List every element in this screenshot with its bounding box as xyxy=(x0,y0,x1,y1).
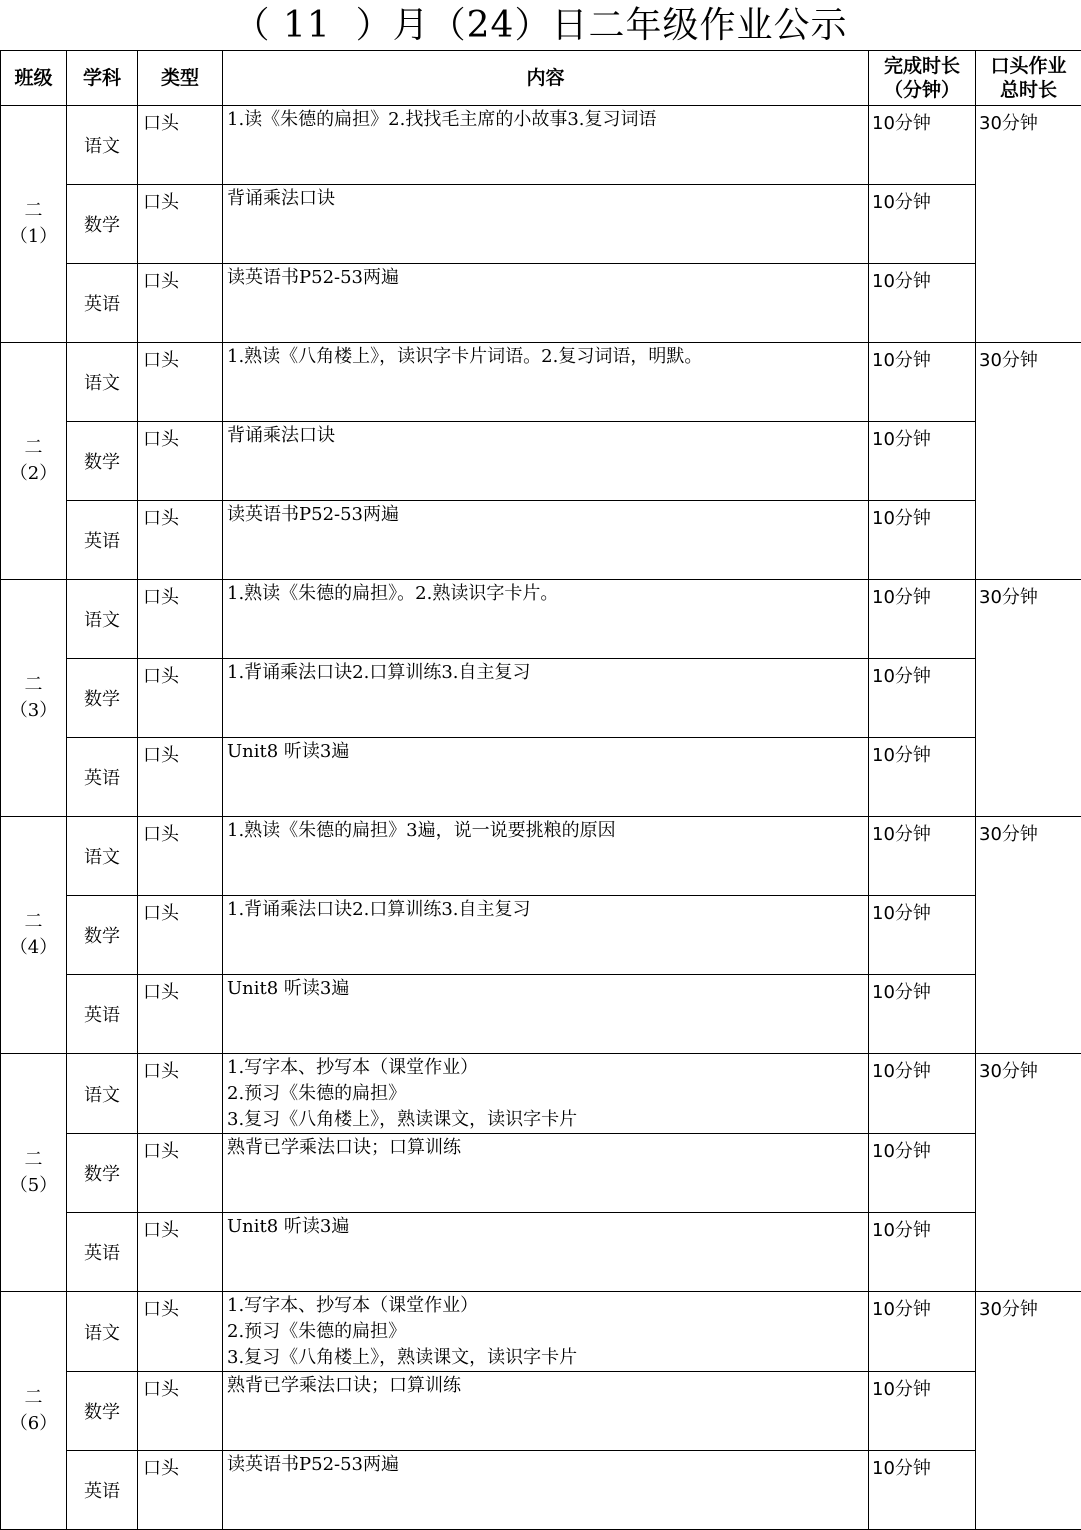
class-name-line: （4） xyxy=(1,935,66,961)
table-row xyxy=(1,1372,1081,1451)
content-cell xyxy=(223,1451,869,1530)
content-line: 背诵乘法口诀 xyxy=(227,423,868,449)
type-cell: 口头 xyxy=(138,422,223,501)
content-cell xyxy=(223,817,869,896)
content-line: Unit8 听读3遍 xyxy=(227,1214,868,1240)
duration-cell: 10分钟 xyxy=(869,1292,976,1372)
content-cell xyxy=(223,185,869,264)
table-row xyxy=(1,501,1081,580)
subject-cell: 数学 xyxy=(67,422,138,501)
subject-cell: 数学 xyxy=(67,659,138,738)
subject-cell: 语文 xyxy=(67,580,138,659)
type-cell: 口头 xyxy=(138,1292,223,1372)
content-line: 2.预习《朱德的扁担》 xyxy=(227,1081,868,1107)
oral-total-cell: 30分钟 xyxy=(976,580,1081,817)
header-oral-total-line: 总时长 xyxy=(976,78,1081,102)
header-type: 类型 xyxy=(138,51,223,106)
table-row xyxy=(1,264,1081,343)
content-cell xyxy=(223,264,869,343)
subject-cell: 语文 xyxy=(67,1054,138,1134)
oral-total-cell: 30分钟 xyxy=(976,106,1081,343)
duration-cell: 10分钟 xyxy=(869,659,976,738)
class-cell xyxy=(1,343,67,580)
content-line: 1.背诵乘法口诀2.口算训练3.自主复习 xyxy=(227,660,868,686)
duration-cell: 10分钟 xyxy=(869,106,976,185)
content-line: 1.背诵乘法口诀2.口算训练3.自主复习 xyxy=(227,897,868,923)
type-cell: 口头 xyxy=(138,1134,223,1213)
type-cell: 口头 xyxy=(138,501,223,580)
content-cell xyxy=(223,1134,869,1213)
homework-table xyxy=(0,50,1081,1530)
content-line: 1.熟读《八角楼上》，读识字卡片词语。2.复习词语，明默。 xyxy=(227,344,868,370)
table-row xyxy=(1,817,1081,896)
type-cell: 口头 xyxy=(138,1213,223,1292)
type-cell: 口头 xyxy=(138,185,223,264)
duration-cell: 10分钟 xyxy=(869,1134,976,1213)
class-name-line: 二 xyxy=(1,1147,66,1173)
content-line: 读英语书P52-53两遍 xyxy=(227,265,868,291)
content-line: 1.读《朱德的扁担》2.找找毛主席的小故事3.复习词语 xyxy=(227,107,868,133)
content-cell xyxy=(223,501,869,580)
class-name-line: （3） xyxy=(1,698,66,724)
duration-cell: 10分钟 xyxy=(869,896,976,975)
content-cell xyxy=(223,1213,869,1292)
duration-cell: 10分钟 xyxy=(869,1372,976,1451)
content-cell xyxy=(223,1054,869,1134)
subject-cell: 英语 xyxy=(67,1451,138,1530)
duration-cell: 10分钟 xyxy=(869,1213,976,1292)
table-row xyxy=(1,1134,1081,1213)
type-cell: 口头 xyxy=(138,343,223,422)
class-cell xyxy=(1,106,67,343)
type-cell: 口头 xyxy=(138,975,223,1054)
type-cell: 口头 xyxy=(138,1054,223,1134)
duration-cell: 10分钟 xyxy=(869,580,976,659)
duration-cell: 10分钟 xyxy=(869,1451,976,1530)
table-row xyxy=(1,343,1081,422)
content-cell xyxy=(223,422,869,501)
content-cell xyxy=(223,343,869,422)
header-duration xyxy=(869,51,976,106)
class-name-line: 二 xyxy=(1,672,66,698)
content-cell xyxy=(223,580,869,659)
subject-cell: 英语 xyxy=(67,264,138,343)
content-cell xyxy=(223,896,869,975)
duration-cell: 10分钟 xyxy=(869,422,976,501)
subject-cell: 语文 xyxy=(67,817,138,896)
duration-cell: 10分钟 xyxy=(869,975,976,1054)
table-row xyxy=(1,896,1081,975)
subject-cell: 语文 xyxy=(67,1292,138,1372)
oral-total-cell: 30分钟 xyxy=(976,1292,1081,1530)
header-row xyxy=(1,51,1081,106)
content-cell xyxy=(223,1372,869,1451)
subject-cell: 英语 xyxy=(67,501,138,580)
content-line: 读英语书P52-53两遍 xyxy=(227,1452,868,1478)
table-row xyxy=(1,106,1081,185)
header-duration-line: （分钟） xyxy=(869,78,975,102)
content-line: 1.写字本、抄写本（课堂作业） xyxy=(227,1055,868,1081)
table-row xyxy=(1,1054,1081,1134)
class-cell xyxy=(1,1292,67,1530)
duration-cell: 10分钟 xyxy=(869,343,976,422)
content-cell xyxy=(223,975,869,1054)
header-duration-line: 完成时长 xyxy=(869,54,975,78)
duration-cell: 10分钟 xyxy=(869,501,976,580)
table-row xyxy=(1,580,1081,659)
content-line: 背诵乘法口诀 xyxy=(227,186,868,212)
subject-cell: 数学 xyxy=(67,185,138,264)
class-name-line: 二 xyxy=(1,1385,66,1411)
header-subject: 学科 xyxy=(67,51,138,106)
header-content: 内容 xyxy=(223,51,869,106)
type-cell: 口头 xyxy=(138,580,223,659)
duration-cell: 10分钟 xyxy=(869,1054,976,1134)
oral-total-cell: 30分钟 xyxy=(976,817,1081,1054)
table-row xyxy=(1,422,1081,501)
type-cell: 口头 xyxy=(138,106,223,185)
content-line: 3.复习《八角楼上》，熟读课文，读识字卡片 xyxy=(227,1107,868,1133)
content-line: 1.熟读《朱德的扁担》3遍，说一说要挑粮的原因 xyxy=(227,818,868,844)
subject-cell: 英语 xyxy=(67,975,138,1054)
content-cell xyxy=(223,106,869,185)
duration-cell: 10分钟 xyxy=(869,817,976,896)
class-cell xyxy=(1,817,67,1054)
class-name-line: （6） xyxy=(1,1411,66,1437)
class-cell xyxy=(1,580,67,817)
content-line: 熟背已学乘法口诀；口算训练 xyxy=(227,1373,868,1399)
subject-cell: 英语 xyxy=(67,1213,138,1292)
table-row xyxy=(1,1451,1081,1530)
content-line: Unit8 听读3遍 xyxy=(227,976,868,1002)
content-line: Unit8 听读3遍 xyxy=(227,739,868,765)
table-row xyxy=(1,1292,1081,1372)
content-line: 1.熟读《朱德的扁担》。2.熟读识字卡片。 xyxy=(227,581,868,607)
subject-cell: 语文 xyxy=(67,106,138,185)
subject-cell: 语文 xyxy=(67,343,138,422)
content-cell xyxy=(223,1292,869,1372)
class-name-line: 二 xyxy=(1,198,66,224)
type-cell: 口头 xyxy=(138,1372,223,1451)
type-cell: 口头 xyxy=(138,1451,223,1530)
class-name-line: （5） xyxy=(1,1173,66,1199)
content-cell xyxy=(223,738,869,817)
content-line: 熟背已学乘法口诀；口算训练 xyxy=(227,1135,868,1161)
type-cell: 口头 xyxy=(138,264,223,343)
class-name-line: 二 xyxy=(1,435,66,461)
subject-cell: 英语 xyxy=(67,738,138,817)
content-cell xyxy=(223,659,869,738)
subject-cell: 数学 xyxy=(67,1134,138,1213)
class-name-line: （1） xyxy=(1,224,66,250)
table-row xyxy=(1,975,1081,1054)
oral-total-cell: 30分钟 xyxy=(976,343,1081,580)
type-cell: 口头 xyxy=(138,817,223,896)
subject-cell: 数学 xyxy=(67,896,138,975)
content-line: 2.预习《朱德的扁担》 xyxy=(227,1319,868,1345)
header-oral-total-line: 口头作业 xyxy=(976,54,1081,78)
content-line: 读英语书P52-53两遍 xyxy=(227,502,868,528)
table-row xyxy=(1,738,1081,817)
content-line: 3.复习《八角楼上》，熟读课文，读识字卡片 xyxy=(227,1345,868,1371)
table-row xyxy=(1,1213,1081,1292)
type-cell: 口头 xyxy=(138,738,223,817)
subject-cell: 数学 xyxy=(67,1372,138,1451)
duration-cell: 10分钟 xyxy=(869,264,976,343)
oral-total-cell: 30分钟 xyxy=(976,1054,1081,1292)
content-line: 1.写字本、抄写本（课堂作业） xyxy=(227,1293,868,1319)
duration-cell: 10分钟 xyxy=(869,738,976,817)
type-cell: 口头 xyxy=(138,659,223,738)
page-title: （ 11 ）月（24）日二年级作业公示 xyxy=(0,0,1081,50)
class-cell xyxy=(1,1054,67,1292)
table-row xyxy=(1,185,1081,264)
duration-cell: 10分钟 xyxy=(869,185,976,264)
class-name-line: （2） xyxy=(1,461,66,487)
type-cell: 口头 xyxy=(138,896,223,975)
class-name-line: 二 xyxy=(1,909,66,935)
table-row xyxy=(1,659,1081,738)
header-oral-total xyxy=(976,51,1081,106)
header-class: 班级 xyxy=(1,51,67,106)
